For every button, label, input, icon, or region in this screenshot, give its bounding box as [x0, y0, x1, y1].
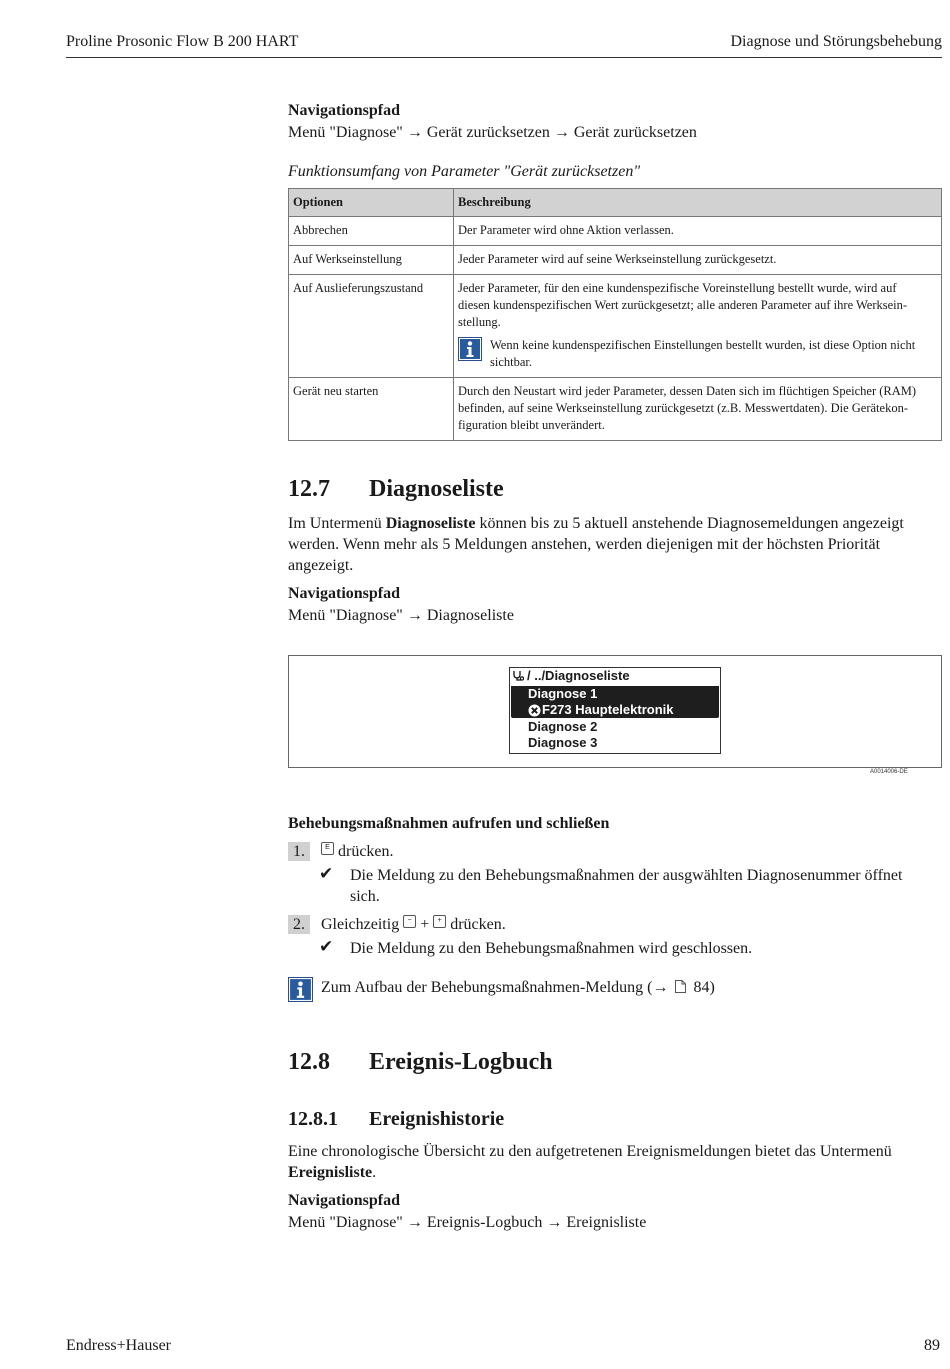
- description-line: Durch den Neustart wird jeder Parameter, dessen Daten sich im flüchtigen Speicher (RAM): [458, 384, 917, 398]
- info-note: [458, 337, 936, 371]
- result-line: Die Meldung zu den Behebungsmaßnahmen wird geschlossen.: [350, 940, 753, 957]
- options-table-wrap: [288, 188, 942, 441]
- description-line: diesen kundenspezifischen Wert zurückgesetzt; alle anderen Parameter auf ihre Werksein-: [458, 298, 908, 312]
- nav-heading: Navigationspfad: [288, 102, 401, 119]
- description-cell: Der Parameter wird ohne Aktion verlassen.: [454, 217, 942, 246]
- paragraph-line: werden. Wenn mehr als 5 Meldungen anstehen, werden diejenigen mit der höchsten Priorität: [288, 536, 881, 553]
- key-label: +: [437, 917, 442, 924]
- step-2: [288, 914, 942, 935]
- header-left: Proline Prosonic Flow B 200 HART: [66, 33, 299, 50]
- nav-heading: Navigationspfad: [288, 585, 401, 602]
- display-row: [510, 719, 720, 735]
- subsection-number: 12.8.1: [288, 1108, 338, 1130]
- nav-path: Menü "Diagnose" → Ereignis-Logbuch → Ereignisliste: [288, 1214, 647, 1231]
- page-number: 89: [924, 1337, 940, 1354]
- description-cell: Jeder Parameter wird auf seine Werkseinstellung zurückgesetzt.: [454, 246, 942, 275]
- note-line: Wenn keine kundenspezifischen Einstellungen bestellt wurden, ist diese Option nicht: [490, 338, 916, 352]
- info-icon: [458, 337, 482, 361]
- info-text: Zum Aufbau der Behebungsmaßnahmen-Meldung (→: [321, 979, 669, 996]
- step-number: 1.: [288, 842, 310, 861]
- display-item: F273 Hauptelektronik: [542, 702, 674, 717]
- table-header-row: [289, 189, 942, 217]
- stethoscope-icon: [512, 670, 524, 682]
- section-paragraph: [288, 1141, 942, 1183]
- table-caption: Funktionsumfang von Parameter "Gerät zurücksetzen": [288, 163, 641, 180]
- col-header-description: Beschreibung: [454, 189, 942, 217]
- footer-brand: Endress+Hauser: [66, 1337, 171, 1354]
- description-cell: [454, 378, 942, 441]
- option-cell: Gerät neu starten: [289, 378, 454, 441]
- step-text: Gleichzeitig: [321, 916, 400, 933]
- display-title: / ../Diagnoseliste: [527, 668, 630, 683]
- nav-path: Menü "Diagnose" → Gerät zurücksetzen → Gerät zurücksetzen: [288, 124, 697, 141]
- display-item: Diagnose 2: [528, 719, 598, 734]
- subsection-heading-12-8-1: [288, 1108, 942, 1131]
- section-title: Ereignis-Logbuch: [369, 1049, 553, 1075]
- step-text: drücken.: [450, 916, 506, 933]
- step-text: drücken.: [338, 843, 394, 860]
- option-cell: Abbrechen: [289, 217, 454, 246]
- result-line: sich.: [350, 888, 380, 905]
- header-right: Diagnose und Störungsbehebung: [730, 33, 942, 50]
- nav-path: Menü "Diagnose" → Diagnoseliste: [288, 607, 514, 624]
- col-header-options: Optionen: [289, 189, 454, 217]
- failure-icon: [528, 704, 541, 717]
- page-icon: [675, 980, 686, 993]
- description-cell: [454, 275, 942, 378]
- subsection-title: Ereignishistorie: [369, 1108, 505, 1130]
- section-heading-12-8: [288, 1049, 942, 1076]
- step-1: [288, 841, 942, 862]
- options-table: [288, 188, 942, 441]
- device-display: [509, 667, 721, 754]
- info-icon: [288, 977, 313, 1002]
- paragraph-text: .: [372, 1164, 377, 1181]
- table-row: [289, 246, 942, 275]
- figure-id: A0014006-DE: [870, 769, 908, 775]
- checkmark-icon: ✔: [319, 937, 334, 957]
- description-line: Jeder Parameter, für den eine kundenspezifische Voreinstellung bestellt wurde, wird auf: [458, 281, 897, 295]
- enter-key-icon: [321, 842, 334, 855]
- key-label: −: [407, 917, 412, 924]
- section-heading-12-7: [288, 476, 942, 503]
- display-item: Diagnose 3: [528, 735, 598, 750]
- result-line: Die Meldung zu den Behebungsmaßnahmen der ausgwählten Diagnosenummer öffnet: [350, 867, 903, 884]
- table-row: [289, 275, 942, 378]
- description-line: stellung.: [458, 315, 501, 329]
- paragraph-line: angezeigt.: [288, 557, 354, 574]
- note-line: sichtbar.: [490, 355, 533, 369]
- plus-key-icon: [433, 915, 446, 928]
- plus-sign: +: [420, 916, 430, 933]
- nav-heading: Navigationspfad: [288, 1192, 401, 1209]
- display-row-selected: [511, 686, 719, 702]
- section-paragraph: [288, 513, 942, 576]
- display-row-selected: [511, 702, 719, 718]
- display-row: [510, 735, 720, 751]
- header-rule: [66, 57, 942, 58]
- paragraph-bold: Diagnoseliste: [385, 515, 476, 532]
- steps-heading: Behebungsmaßnahmen aufrufen und schließen: [288, 815, 610, 832]
- section-number: 12.7: [288, 476, 330, 502]
- paragraph-bold: Ereignisliste: [288, 1164, 373, 1181]
- checkmark-icon: ✔: [319, 864, 334, 884]
- display-title-row: [510, 668, 720, 684]
- section-number: 12.8: [288, 1049, 330, 1075]
- minus-key-icon: [403, 915, 416, 928]
- display-item: Diagnose 1: [528, 686, 598, 701]
- description-line: befinden, auf seine Werkseinstellung zurückgesetzt (z.B. Messwertdaten). Die Gerätekon-: [458, 401, 908, 415]
- key-label: E: [325, 844, 330, 851]
- paragraph-line: Eine chronologische Übersicht zu den aufgetretenen Ereignismeldungen bietet das Untermenü: [288, 1143, 892, 1160]
- option-cell: Auf Auslieferungszustand: [289, 275, 454, 378]
- paragraph-text: Im Untermenü: [288, 515, 386, 532]
- table-row: [289, 378, 942, 441]
- section-title: Diagnoseliste: [369, 476, 504, 502]
- description-line: figuration bleibt unverändert.: [458, 418, 605, 432]
- page-reference[interactable]: 84): [693, 979, 715, 996]
- table-row: [289, 217, 942, 246]
- paragraph-text: können bis zu 5 aktuell anstehende Diagnosemeldungen angezeigt: [475, 515, 904, 532]
- option-cell: Auf Werkseinstellung: [289, 246, 454, 275]
- step-number: 2.: [288, 915, 310, 934]
